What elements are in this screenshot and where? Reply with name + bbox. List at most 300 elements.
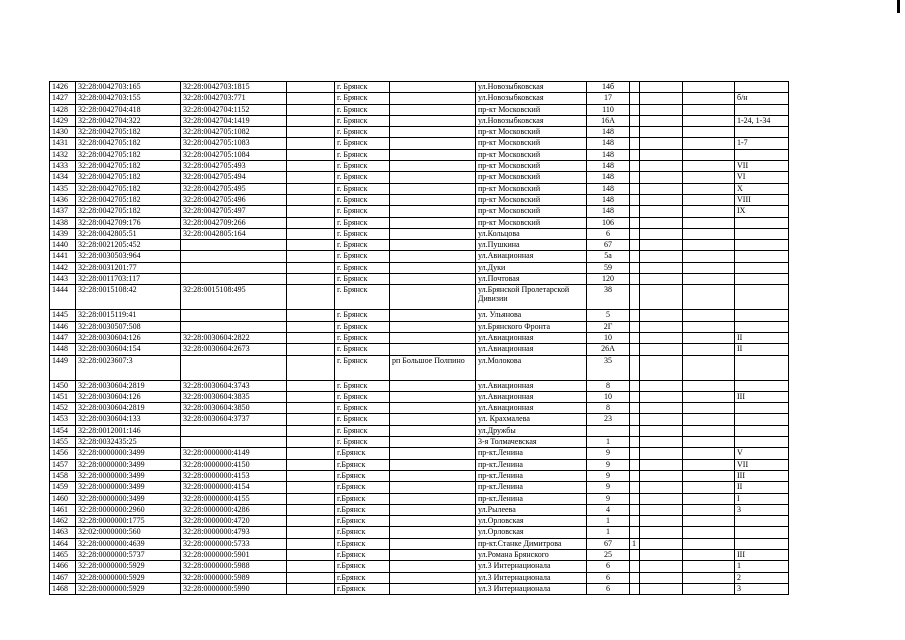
unit-cell [683,482,735,493]
table-row [50,538,789,549]
house-number-cell: 148 [587,206,630,217]
cadastral-number-cell: 32:28:0000000:5929 [76,583,181,594]
city-cell: г. Брянск [335,285,390,310]
cadastral-number-cell: 32:28:0042705:182 [76,183,181,194]
house-number-cell: 1 [587,527,630,538]
cadastral-number-cell: 32:28:0042703:165 [76,82,181,93]
table-row [50,527,789,538]
house-number-cell: 35 [587,355,630,380]
city-cell: г. Брянск [335,206,390,217]
unit-cell [640,183,683,194]
house-number-cell: 9 [587,459,630,470]
locality-cell [390,583,476,594]
premises-cell: II [735,482,789,493]
cadastral-number-cell: 32:28:0042704:418 [76,104,181,115]
object-cadastral-number-cell: 32:28:0042705:496 [181,194,287,205]
house-number-cell: 67 [587,240,630,251]
table-row [50,172,789,183]
row-number-cell: 1432 [50,149,76,160]
unit-cell [640,538,683,549]
table-row [50,285,789,310]
unit-cell [640,344,683,355]
blank-cell [287,504,335,515]
city-cell: г. Брянск [335,138,390,149]
cadastral-number-cell: 32:28:0000000:5737 [76,549,181,560]
object-cadastral-number-cell: 32:28:0015108:495 [181,285,287,310]
object-cadastral-number-cell [181,274,287,285]
city-cell: г. Брянск [335,310,390,321]
premises-cell [735,228,789,239]
unit-cell [640,516,683,527]
object-cadastral-number-cell: 32:28:0030604:2822 [181,332,287,343]
cadastral-number-cell: 32:28:0011703:117 [76,274,181,285]
unit-cell [640,572,683,583]
unit-cell [683,138,735,149]
premises-cell [735,403,789,414]
unit-cell [640,115,683,126]
building-cell [630,310,640,321]
object-cadastral-number-cell: 32:28:0042709:266 [181,217,287,228]
unit-cell [640,172,683,183]
street-cell: ул.Орловская [476,527,587,538]
unit-cell [683,344,735,355]
city-cell: г. Брянск [335,403,390,414]
cadastral-number-cell: 32:28:0000000:3499 [76,470,181,481]
premises-cell: VI [735,172,789,183]
table-row [50,493,789,504]
object-cadastral-number-cell: 32:28:0000000:4153 [181,470,287,481]
object-cadastral-number-cell [181,321,287,332]
locality-cell [390,482,476,493]
cadastral-number-cell: 32:28:0000000:2960 [76,504,181,515]
street-cell: ул.Брянской Пролетарской Дивизии [476,285,587,310]
unit-cell [640,332,683,343]
unit-cell [683,161,735,172]
cadastral-number-cell: 32:28:0030604:2819 [76,380,181,391]
object-cadastral-number-cell: 32:28:0042705:1083 [181,138,287,149]
table-row [50,516,789,527]
unit-cell [683,470,735,481]
cadastral-number-cell: 32:28:0000000:3499 [76,482,181,493]
table-row [50,403,789,414]
table-row [50,549,789,560]
unit-cell [640,425,683,436]
table-row [50,115,789,126]
object-cadastral-number-cell: 32:28:0042703:771 [181,93,287,104]
city-cell: г. Брянск [335,115,390,126]
cadastral-number-cell: 32:28:0042709:176 [76,217,181,228]
locality-cell [390,149,476,160]
blank-cell [287,572,335,583]
city-cell: г.Брянск [335,504,390,515]
cadastral-number-cell: 32:28:0000000:4639 [76,538,181,549]
locality-cell [390,217,476,228]
table-row [50,310,789,321]
blank-cell [287,161,335,172]
premises-cell [735,310,789,321]
building-cell [630,206,640,217]
blank-cell [287,206,335,217]
house-number-cell: 6 [587,583,630,594]
unit-cell [683,228,735,239]
premises-cell [735,414,789,425]
house-number-cell: 148 [587,149,630,160]
row-number-cell: 1433 [50,161,76,172]
city-cell: г. Брянск [335,380,390,391]
unit-cell [683,93,735,104]
row-number-cell: 1456 [50,448,76,459]
table-row [50,274,789,285]
building-cell [630,425,640,436]
blank-cell [287,448,335,459]
blank-cell [287,391,335,402]
locality-cell [390,161,476,172]
city-cell: г.Брянск [335,459,390,470]
city-cell: г. Брянск [335,391,390,402]
premises-cell [735,262,789,273]
street-cell: ул.3 Интернационала [476,572,587,583]
table-row [50,251,789,262]
street-cell: пр-кт.Станке Димитрова [476,538,587,549]
street-cell: пр-кт.Ленина [476,493,587,504]
table-row [50,206,789,217]
row-number-cell: 1448 [50,344,76,355]
object-cadastral-number-cell: 32:28:0042705:493 [181,161,287,172]
unit-cell [640,228,683,239]
object-cadastral-number-cell: 32:28:0030604:2673 [181,344,287,355]
building-cell [630,470,640,481]
object-cadastral-number-cell [181,251,287,262]
building-cell [630,583,640,594]
street-cell: ул.Пушкина [476,240,587,251]
building-cell [630,115,640,126]
street-cell: пр-кт Московский [476,217,587,228]
street-cell: пр-кт Московский [476,194,587,205]
object-cadastral-number-cell [181,425,287,436]
building-cell [630,437,640,448]
object-cadastral-number-cell: 32:28:0030604:3737 [181,414,287,425]
object-cadastral-number-cell [181,355,287,380]
house-number-cell: 148 [587,172,630,183]
city-cell: г.Брянск [335,516,390,527]
building-cell [630,493,640,504]
house-number-cell: 8 [587,403,630,414]
cadastral-number-cell: 32:28:0015119:41 [76,310,181,321]
unit-cell [640,310,683,321]
row-number-cell: 1467 [50,572,76,583]
building-cell [630,321,640,332]
row-number-cell: 1461 [50,504,76,515]
premises-cell [735,217,789,228]
building-cell [630,138,640,149]
locality-cell [390,549,476,560]
object-cadastral-number-cell: 32:28:0000000:5988 [181,561,287,572]
table-row [50,344,789,355]
unit-cell [683,583,735,594]
row-number-cell: 1447 [50,332,76,343]
locality-cell [390,516,476,527]
cadastral-number-cell: 32:28:0030604:2819 [76,403,181,414]
blank-cell [287,82,335,93]
street-cell: ул.Авиационная [476,403,587,414]
city-cell: г. Брянск [335,194,390,205]
blank-cell [287,459,335,470]
locality-cell [390,504,476,515]
table-row [50,425,789,436]
unit-cell [640,262,683,273]
row-number-cell: 1428 [50,104,76,115]
street-cell: ул.Новозыбковская [476,93,587,104]
page-edge-mark [897,0,900,13]
unit-cell [683,527,735,538]
table-row [50,82,789,93]
house-number-cell: 17 [587,93,630,104]
house-number-cell [587,425,630,436]
building-cell [630,228,640,239]
row-number-cell: 1466 [50,561,76,572]
cadastral-number-cell: 32:02:0000000:560 [76,527,181,538]
cadastral-number-cell: 32:28:0000000:5929 [76,561,181,572]
blank-cell [287,240,335,251]
city-cell: г.Брянск [335,538,390,549]
building-cell [630,572,640,583]
blank-cell [287,561,335,572]
blank-cell [287,93,335,104]
premises-cell: б/н [735,93,789,104]
unit-cell [640,437,683,448]
house-number-cell: 5а [587,251,630,262]
house-number-cell: 26А [587,344,630,355]
object-cadastral-number-cell: 32:28:0000000:4154 [181,482,287,493]
locality-cell [390,380,476,391]
street-cell: пр-кт.Ленина [476,459,587,470]
premises-cell [735,251,789,262]
cadastral-number-cell: 32:28:0042705:182 [76,127,181,138]
city-cell: г. Брянск [335,437,390,448]
building-cell [630,448,640,459]
blank-cell [287,403,335,414]
locality-cell [390,332,476,343]
blank-cell [287,493,335,504]
table-row [50,194,789,205]
street-cell: ул.Новозыбковская [476,82,587,93]
object-cadastral-number-cell: 32:28:0042705:497 [181,206,287,217]
blank-cell [287,127,335,138]
unit-cell [640,355,683,380]
blank-cell [287,274,335,285]
building-cell [630,82,640,93]
unit-cell [640,149,683,160]
street-cell: ул.Авиационная [476,251,587,262]
cadastral-number-cell: 32:28:0023607:3 [76,355,181,380]
street-cell: пр-кт Московский [476,104,587,115]
unit-cell [640,504,683,515]
house-number-cell: 9 [587,448,630,459]
row-number-cell: 1429 [50,115,76,126]
row-number-cell: 1465 [50,549,76,560]
cadastral-number-cell: 32:28:0015108:42 [76,285,181,310]
table-row [50,572,789,583]
table-row [50,504,789,515]
locality-cell [390,104,476,115]
unit-cell [683,403,735,414]
object-cadastral-number-cell: 32:28:0000000:4149 [181,448,287,459]
table-row [50,482,789,493]
building-cell [630,104,640,115]
unit-cell [683,321,735,332]
locality-cell [390,183,476,194]
street-cell: ул.Авиационная [476,391,587,402]
blank-cell [287,355,335,380]
row-number-cell: 1450 [50,380,76,391]
building-cell [630,172,640,183]
row-number-cell: 1431 [50,138,76,149]
object-cadastral-number-cell: 32:28:0042704:1419 [181,115,287,126]
house-number-cell: 16А [587,115,630,126]
house-number-cell: 6 [587,572,630,583]
premises-cell: 1-24, 1-34 [735,115,789,126]
cadastral-number-cell: 32:28:0000000:3499 [76,448,181,459]
table-row [50,355,789,380]
unit-cell [640,274,683,285]
premises-cell: IX [735,206,789,217]
unit-cell [640,251,683,262]
row-number-cell: 1462 [50,516,76,527]
city-cell: г. Брянск [335,127,390,138]
unit-cell [683,149,735,160]
object-cadastral-number-cell: 32:28:0030604:3743 [181,380,287,391]
row-number-cell: 1449 [50,355,76,380]
table-row [50,138,789,149]
blank-cell [287,437,335,448]
house-number-cell: 148 [587,138,630,149]
cadastral-number-cell: 32:28:0000000:1775 [76,516,181,527]
house-number-cell: 148 [587,161,630,172]
building-cell [630,285,640,310]
locality-cell [390,321,476,332]
object-cadastral-number-cell: 32:28:0042704:1152 [181,104,287,115]
house-number-cell: 1 [587,437,630,448]
city-cell: г. Брянск [335,414,390,425]
building-cell [630,332,640,343]
row-number-cell: 1430 [50,127,76,138]
unit-cell [640,482,683,493]
building-cell [630,217,640,228]
unit-cell [640,380,683,391]
house-number-cell: 5 [587,310,630,321]
locality-cell [390,414,476,425]
table-row [50,380,789,391]
object-cadastral-number-cell: 32:28:0000000:5733 [181,538,287,549]
building-cell: 1 [630,538,640,549]
house-number-cell: 4 [587,504,630,515]
object-cadastral-number-cell: 32:28:0042705:495 [181,183,287,194]
unit-cell [683,391,735,402]
row-number-cell: 1426 [50,82,76,93]
city-cell: г. Брянск [335,425,390,436]
premises-cell [735,321,789,332]
city-cell: г. Брянск [335,251,390,262]
unit-cell [683,504,735,515]
cadastral-number-cell: 32:28:0032435:25 [76,437,181,448]
street-cell: ул.Авиационная [476,344,587,355]
unit-cell [683,115,735,126]
locality-cell [390,127,476,138]
blank-cell [287,104,335,115]
unit-cell [640,403,683,414]
house-number-cell: 23 [587,414,630,425]
blank-cell [287,115,335,126]
row-number-cell: 1458 [50,470,76,481]
unit-cell [683,516,735,527]
row-number-cell: 1464 [50,538,76,549]
house-number-cell: 9 [587,493,630,504]
premises-cell [735,240,789,251]
row-number-cell: 1454 [50,425,76,436]
row-number-cell: 1446 [50,321,76,332]
table-row [50,93,789,104]
premises-cell [735,380,789,391]
blank-cell [287,228,335,239]
cadastral-number-cell: 32:28:0012001:146 [76,425,181,436]
object-cadastral-number-cell: 32:28:0000000:4286 [181,504,287,515]
unit-cell [683,262,735,273]
unit-cell [640,414,683,425]
blank-cell [287,538,335,549]
unit-cell [640,104,683,115]
premises-cell: III [735,470,789,481]
unit-cell [640,321,683,332]
row-number-cell: 1445 [50,310,76,321]
street-cell: ул.Авиационная [476,380,587,391]
table-row [50,332,789,343]
building-cell [630,482,640,493]
cadastral-number-cell: 32:28:0042705:182 [76,172,181,183]
locality-cell [390,344,476,355]
unit-cell [640,217,683,228]
table-row [50,459,789,470]
building-cell [630,240,640,251]
cadastral-number-cell: 32:28:0030507:508 [76,321,181,332]
building-cell [630,516,640,527]
row-number-cell: 1460 [50,493,76,504]
object-cadastral-number-cell: 32:28:0042703:1815 [181,82,287,93]
blank-cell [287,583,335,594]
street-cell: пр-кт Московский [476,138,587,149]
cadastral-number-cell: 32:28:0031201:77 [76,262,181,273]
row-number-cell: 1444 [50,285,76,310]
premises-cell: 1 [735,561,789,572]
row-number-cell: 1455 [50,437,76,448]
blank-cell [287,285,335,310]
house-number-cell: 110 [587,104,630,115]
locality-cell [390,93,476,104]
cadastral-number-cell: 32:28:0042704:322 [76,115,181,126]
row-number-cell: 1468 [50,583,76,594]
unit-cell [683,355,735,380]
premises-cell: VIII [735,194,789,205]
blank-cell [287,470,335,481]
cadastral-number-cell: 32:28:0042705:182 [76,149,181,160]
object-cadastral-number-cell: 32:28:0042705:1082 [181,127,287,138]
locality-cell [390,538,476,549]
locality-cell [390,206,476,217]
unit-cell [683,459,735,470]
house-number-cell: 67 [587,538,630,549]
table-row [50,104,789,115]
blank-cell [287,344,335,355]
premises-cell: III [735,391,789,402]
